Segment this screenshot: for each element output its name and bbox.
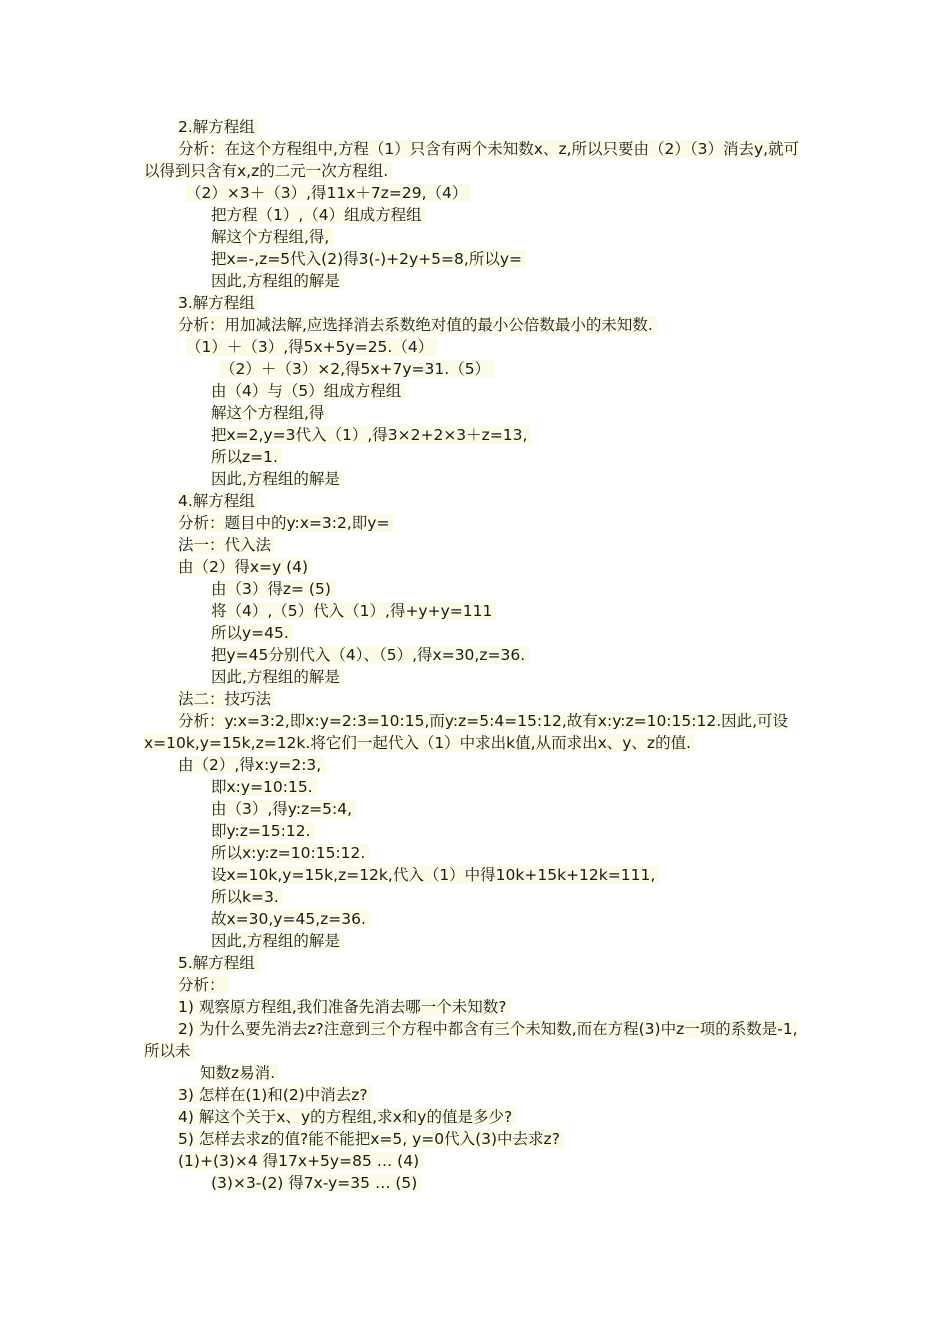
- text-line: [144, 270, 804, 292]
- text-line: [144, 248, 804, 270]
- text-line-content: 由（3）,得y:z=5:4,: [211, 800, 356, 818]
- text-line: [144, 864, 804, 886]
- text-line: [144, 996, 804, 1018]
- text-line-content: （1）＋（3）,得5x+5y=25.（4）: [186, 338, 437, 356]
- text-line: [144, 820, 804, 842]
- text-line-content: 即x:y=10:15.: [211, 778, 317, 796]
- text-line: [144, 710, 804, 754]
- text-line: [144, 556, 804, 578]
- text-line-content: 4.解方程组: [178, 492, 259, 510]
- text-line: [144, 336, 804, 358]
- text-line: [144, 512, 804, 534]
- text-line: [144, 754, 804, 776]
- text-line-content: (3)×3-(2) 得7x-y=35 … (5): [211, 1174, 421, 1192]
- text-line: [144, 622, 804, 644]
- text-line-content: 因此,方程组的解是: [211, 668, 344, 686]
- text-line: [144, 292, 804, 314]
- text-line: [144, 1128, 804, 1150]
- text-line: [144, 1062, 804, 1084]
- text-line: [144, 1172, 804, 1194]
- text-line-content: 2) 为什么要先消去z?注意到三个方程中都含有三个未知数,而在方程(3)中z一项的系数是-1,所以未: [144, 1020, 798, 1060]
- text-line-content: 因此,方程组的解是: [211, 470, 344, 488]
- text-line: [144, 182, 804, 204]
- text-line: [144, 490, 804, 512]
- text-line-content: 把x=-,z=5代入(2)得3(-)+2y+5=8,所以y=: [211, 250, 526, 268]
- text-line-content: 3) 怎样在(1)和(2)中消去z?: [178, 1086, 372, 1104]
- text-line: [144, 578, 804, 600]
- text-line-content: （2）×3＋（3）,得11x＋7z=29,（4）: [186, 184, 471, 202]
- text-line-content: 分析：y:x=3:2,即x:y=2:3=10:15,而y:z=5:4=15:12,故有x:y:z=10:15:12.因此,可设x=10k,y=15k,z=12k.将它们一起代入（1）中求出k值,从而求出x、y、z的值.: [144, 712, 789, 752]
- text-line: [144, 534, 804, 556]
- text-line-content: 解这个方程组,得,: [211, 228, 333, 246]
- text-line: [144, 314, 804, 336]
- text-line-content: 知数z易消.: [200, 1064, 279, 1082]
- text-line-content: 把y=45分别代入（4）、（5）,得x=30,z=36.: [211, 646, 529, 664]
- text-line: [144, 424, 804, 446]
- text-line-content: 法二：技巧法: [178, 690, 275, 708]
- text-line: [144, 1018, 804, 1062]
- text-line: [144, 886, 804, 908]
- text-line: [144, 446, 804, 468]
- text-line: [144, 116, 804, 138]
- text-line: [144, 842, 804, 864]
- text-line-content: 所以y=45.: [211, 624, 293, 642]
- text-line: [144, 644, 804, 666]
- document-body: [144, 116, 804, 1194]
- text-line-content: 分析：题目中的y:x=3:2,即y=: [178, 514, 393, 532]
- text-line-content: 由（2）得x=y (4): [178, 558, 312, 576]
- text-line-content: 分析：用加减法解,应选择消去系数绝对值的最小公倍数最小的未知数.: [178, 316, 657, 334]
- text-line-content: 3.解方程组: [178, 294, 259, 312]
- text-line: [144, 1106, 804, 1128]
- text-line-content: 设x=10k,y=15k,z=12k,代入（1）中得10k+15k+12k=111,: [211, 866, 659, 884]
- text-line-content: 所以x:y:z=10:15:12.: [211, 844, 369, 862]
- text-line: [144, 402, 804, 424]
- text-line-content: 解这个方程组,得: [211, 404, 328, 422]
- text-line-content: 分析：: [178, 976, 229, 994]
- text-line-content: 由（3）得z= (5): [211, 580, 335, 598]
- text-line: [144, 974, 804, 996]
- text-line: [144, 138, 804, 182]
- text-line: [144, 776, 804, 798]
- text-line-content: 故x=30,y=45,z=36.: [211, 910, 370, 928]
- text-line-content: 法一：代入法: [178, 536, 275, 554]
- text-line: [144, 798, 804, 820]
- text-line-content: (1)+(3)×4 得17x+5y=85 … (4): [178, 1152, 423, 1170]
- text-line-content: 由（2）,得x:y=2:3,: [178, 756, 325, 774]
- text-line: [144, 952, 804, 974]
- text-line: [144, 1150, 804, 1172]
- text-line: [144, 226, 804, 248]
- text-line-content: 将（4）,（5）代入（1）,得+y+y=111: [211, 602, 496, 620]
- text-line-content: 2.解方程组: [178, 118, 259, 136]
- text-line-content: 1) 观察原方程组,我们准备先消去哪一个未知数?: [178, 998, 511, 1016]
- text-line-content: 所以z=1.: [211, 448, 282, 466]
- text-line: [144, 666, 804, 688]
- text-line-content: 分析：在这个方程组中,方程（1）只含有两个未知数x、z,所以只要由（2）（3）消去y,就可以得到只含有x,z的二元一次方程组.: [144, 140, 800, 180]
- text-line-content: 即y:z=15:12.: [211, 822, 315, 840]
- text-line-content: 把方程（1）,（4）组成方程组: [211, 206, 426, 224]
- text-line-content: 5) 怎样去求z的值?能不能把x=5, y=0代入(3)中去求z?: [178, 1130, 564, 1148]
- text-line-content: （2）＋（3）×2,得5x+7y=31.（5）: [220, 360, 494, 378]
- text-line: [144, 908, 804, 930]
- text-line: [144, 380, 804, 402]
- text-line-content: 把x=2,y=3代入（1）,得3×2+2×3＋z=13,: [211, 426, 531, 444]
- text-line: [144, 600, 804, 622]
- text-line-content: 4) 解这个关于x、y的方程组,求x和y的值是多少?: [178, 1108, 516, 1126]
- text-line-content: 因此,方程组的解是: [211, 272, 344, 290]
- text-line: [144, 688, 804, 710]
- text-line: [144, 358, 804, 380]
- text-line: [144, 1084, 804, 1106]
- text-line-content: 由（4）与（5）组成方程组: [211, 382, 405, 400]
- text-line: [144, 204, 804, 226]
- text-line-content: 5.解方程组: [178, 954, 259, 972]
- text-line: [144, 930, 804, 952]
- text-line-content: 所以k=3.: [211, 888, 283, 906]
- text-line-content: 因此,方程组的解是: [211, 932, 344, 950]
- text-line: [144, 468, 804, 490]
